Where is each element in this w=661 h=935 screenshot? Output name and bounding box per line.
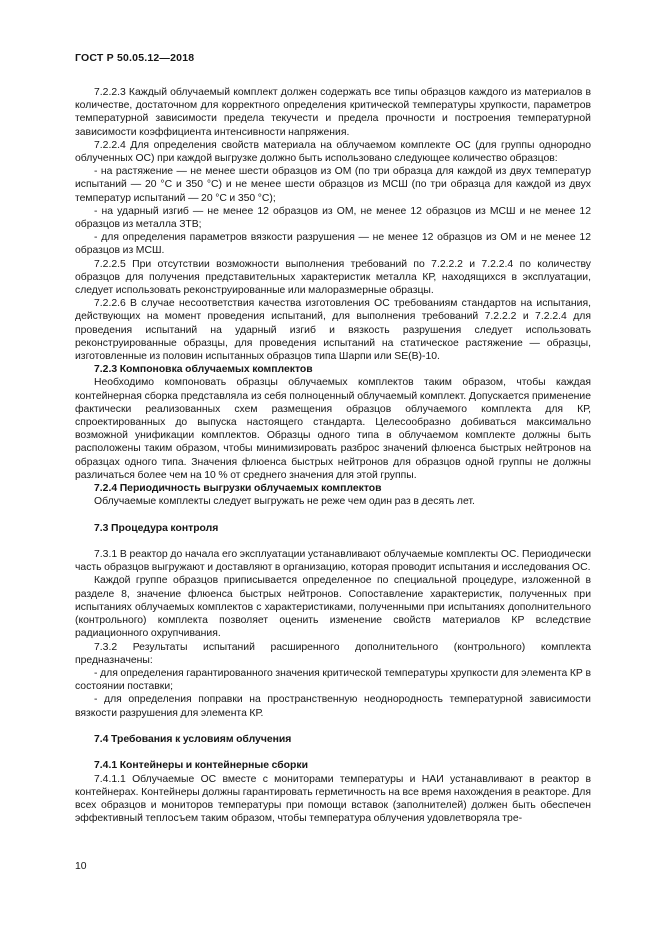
list-item: - для определения гарантированного значения критической температуры хрупкости для элемента КР в состоянии поставки; <box>75 667 591 693</box>
paragraph: Облучаемые комплекты следует выгружать не реже чем один раз в десять лет. <box>94 496 475 508</box>
paragraph: Необходимо компоновать образцы облучаемых комплектов таким образом, чтобы каждая контейнерная сборка представляла из себя полноценный облучаемый комплект. Допускается применение фактически реализованных схем размещения образцов облучаемого комплекта для КР, спроектированных до выпуска настоящего стандарта. Целесообразно добиваться максимально возможной унификации комплектов. Образцы одного типа в облучаемом комплекте должны быть расположены таким образом, чтобы минимизировать разброс значений флюенса быстрых нейтронов на образцах одного типа. Значения флюенса быстрых нейтронов для образцов одной группы не должны различаться более чем на 10 % от среднего значения для этой группы. <box>75 377 591 481</box>
paragraph: 7.2.2.6 В случае несоответствия качества изготовления ОС требованиям стандартов на испытания, действующих на момент проведения испытаний, для выполнения требований 7.2.2.2 и 7.2.2.4 для проведения испытаний на ударный изгиб и вязкость разрушения следует использовать реконструированные образцы, для проведения испытаний на статическое растяжение — образцы, изготовленные из половин испытанных образцов типа Шарпи или SE(B)-10. <box>75 298 591 363</box>
paragraph: 7.3.1 В реактор до начала его эксплуатации устанавливают облучаемые комплекты ОС. Периодически часть образцов выгружают и доставляют в организацию, которая проводит испытания и исследования ОС. <box>75 549 591 574</box>
paragraph: 7.2.2.3 Каждый облучаемый комплект должен содержать все типы образцов каждого из материалов в количестве, достаточном для корректного определения критической температуры хрупкости, параметров температурной зависимости предела текучести и предела прочности и построения температурной зависимости коэффициента интенсивности напряжения. <box>75 87 591 138</box>
list-item: - для определения поправки на пространственную неоднородность температурной зависимости вязкости разрушения для элемента КР. <box>75 694 591 719</box>
list-item: - для определения параметров вязкости разрушения — не менее 12 образцов из ОМ и не менее 12 образцов из МСШ. <box>75 232 591 257</box>
paragraph: Каждой группе образцов приписывается определенное по специальной процедуре, изложенной в разделе 8, значение флюенса быстрых нейтронов. Сопоставление характеристик, полученных при испытаниях облучаемых комплектов с характеристиками, полученными при испытаниях дополнительного (контрольного) комплекта позволяет оценить изменение свойств материалов КР вследствие радиационного охрупчивания. <box>75 575 591 640</box>
page-number: 10 <box>75 861 87 872</box>
paragraph: 7.2.2.5 При отсутствии возможности выполнения требований по 7.2.2.2 и 7.2.2.4 по количеству образцов для получения представительных характеристик металла КР, находящихся в эксплуатации, следует использовать реконструированные или малоразмерные образцы. <box>75 258 591 297</box>
paragraph: 7.3.2 Результаты испытаний расширенного дополнительного (контрольного) комплекта предназначены: <box>75 641 591 666</box>
section-heading: 7.3 Процедура контроля <box>94 522 219 534</box>
list-item: - на растяжение — не менее шести образцов из ОМ (по три образца для каждой из двух температур испытаний — 20 °С и 350 °С) и не менее шести образцов из МСШ (по три образца для каждой из двух температур испытаний — 20 °С и 350 °С); <box>75 166 591 204</box>
list-item: - на ударный изгиб — не менее 12 образцов из ОМ, не менее 12 образцов из МСШ и не менее 12 образцов из металла ЗТВ; <box>75 205 591 231</box>
section-heading: 7.4 Требования к условиям облучения <box>94 733 292 745</box>
subsection-heading: 7.2.3 Компоновка облучаемых комплектов <box>94 364 313 376</box>
subsection-heading: 7.2.4 Периодичность выгрузки облучаемых комплектов <box>94 483 382 495</box>
running-header-standard-number: ГОСТ Р 50.05.12—2018 <box>75 52 195 64</box>
paragraph: 7.2.2.4 Для определения свойств материала на облучаемом комплекте ОС (для группы однородно облученных ОС) при каждой выгрузке должно быть использовано следующее количество образцов: <box>75 139 591 165</box>
paragraph: 7.4.1.1 Облучаемые ОС вместе с мониторами температуры и НАИ устанавливают в реактор в контейнерах. Контейнеры должны гарантировать герметичность на все время нахождения в реакторе. Для всех образцов и мониторов температуры при помощи вставок (заполнителей) должен быть обеспечен эффективный теплосъем таким образом, чтобы температура облучения удовлетворяла тре- <box>75 773 591 825</box>
subsection-heading: 7.4.1 Контейнеры и контейнерные сборки <box>94 760 308 772</box>
document-body <box>75 86 591 825</box>
